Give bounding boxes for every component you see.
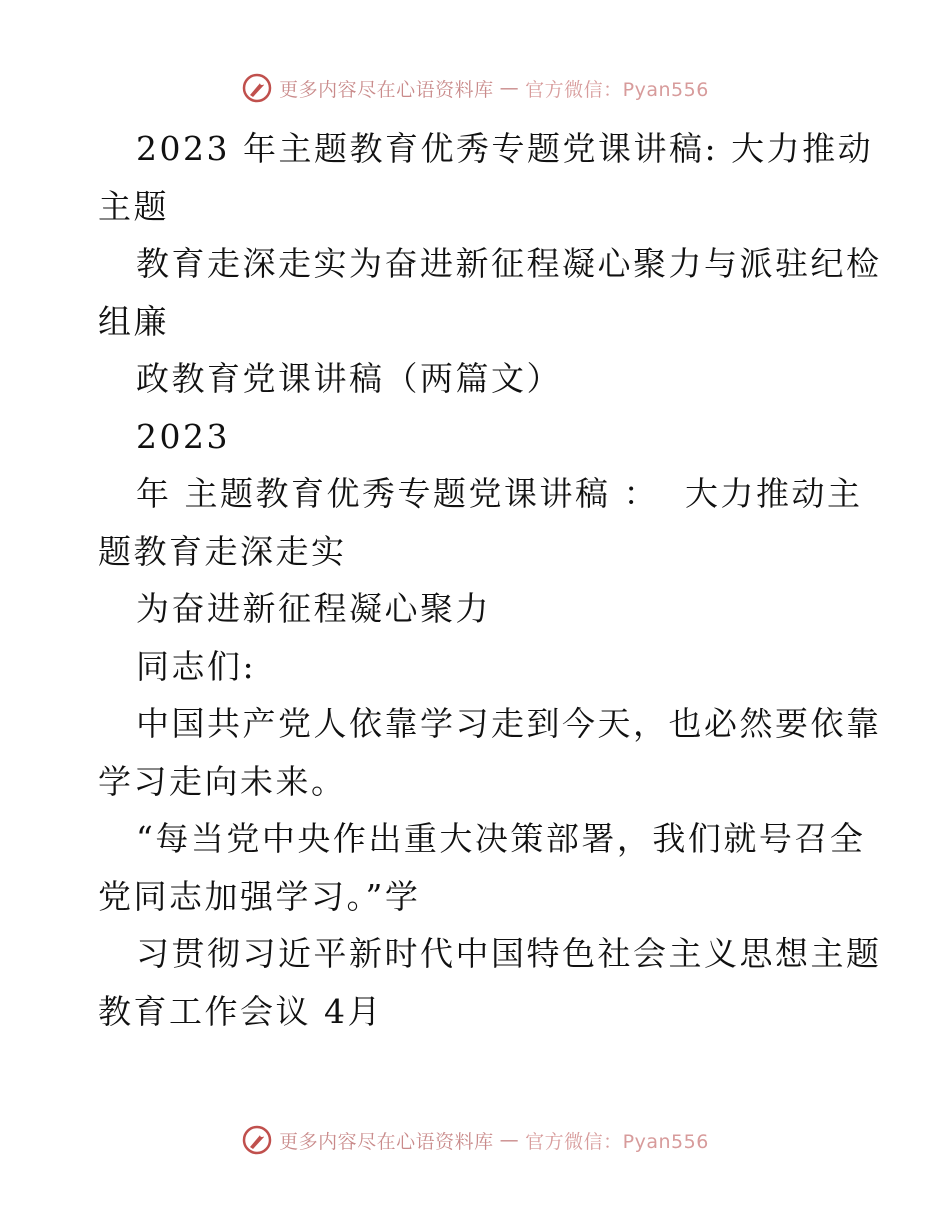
body-line: 学习走向未来。: [98, 761, 347, 801]
body-line: 教育工作会议 4月: [98, 991, 383, 1031]
body-line: 教育走深走实为奋进新征程凝心聚力与派驻纪检: [136, 244, 882, 283]
body-line: 党同志加强学习。”学: [98, 876, 421, 916]
watermark-contact: 官方微信：Pyan556: [525, 78, 709, 101]
body-line: 题教育走深走实: [98, 531, 347, 571]
body-line: 为奋进新征程凝心聚力: [136, 589, 491, 628]
body-line: 同志们:: [136, 646, 257, 686]
document-body: [98, 120, 882, 1040]
header-watermark: [0, 72, 950, 104]
body-line: 年 主题教育优秀专题党课讲稿 ： 大力推动主: [136, 474, 863, 513]
watermark-separator: —: [499, 1129, 520, 1151]
watermark-contact: 官方微信：Pyan556: [525, 1130, 709, 1153]
pen-nib-icon: [241, 1124, 273, 1156]
body-line: 习贯彻习近平新时代中国特色社会主义思想主题: [136, 934, 882, 973]
body-line: 2023: [136, 416, 230, 456]
body-line: 2023 年主题教育优秀专题党课讲稿: 大力推动: [136, 129, 874, 168]
watermark-text: 更多内容尽在心语资料库: [279, 78, 494, 101]
pen-nib-icon: [241, 72, 273, 104]
body-line: 主题: [98, 186, 169, 226]
body-line: 组廉: [98, 301, 169, 341]
footer-watermark: [0, 1124, 950, 1156]
body-line: 政教育党课讲稿（两篇文）: [136, 359, 562, 398]
watermark-text: 更多内容尽在心语资料库: [279, 1130, 494, 1153]
watermark-separator: —: [499, 77, 520, 99]
body-line: 中国共产党人依靠学习走到今天，也必然要依靠: [136, 704, 882, 743]
body-line: “每当党中央作出重大决策部署，我们就号召全: [136, 819, 866, 858]
